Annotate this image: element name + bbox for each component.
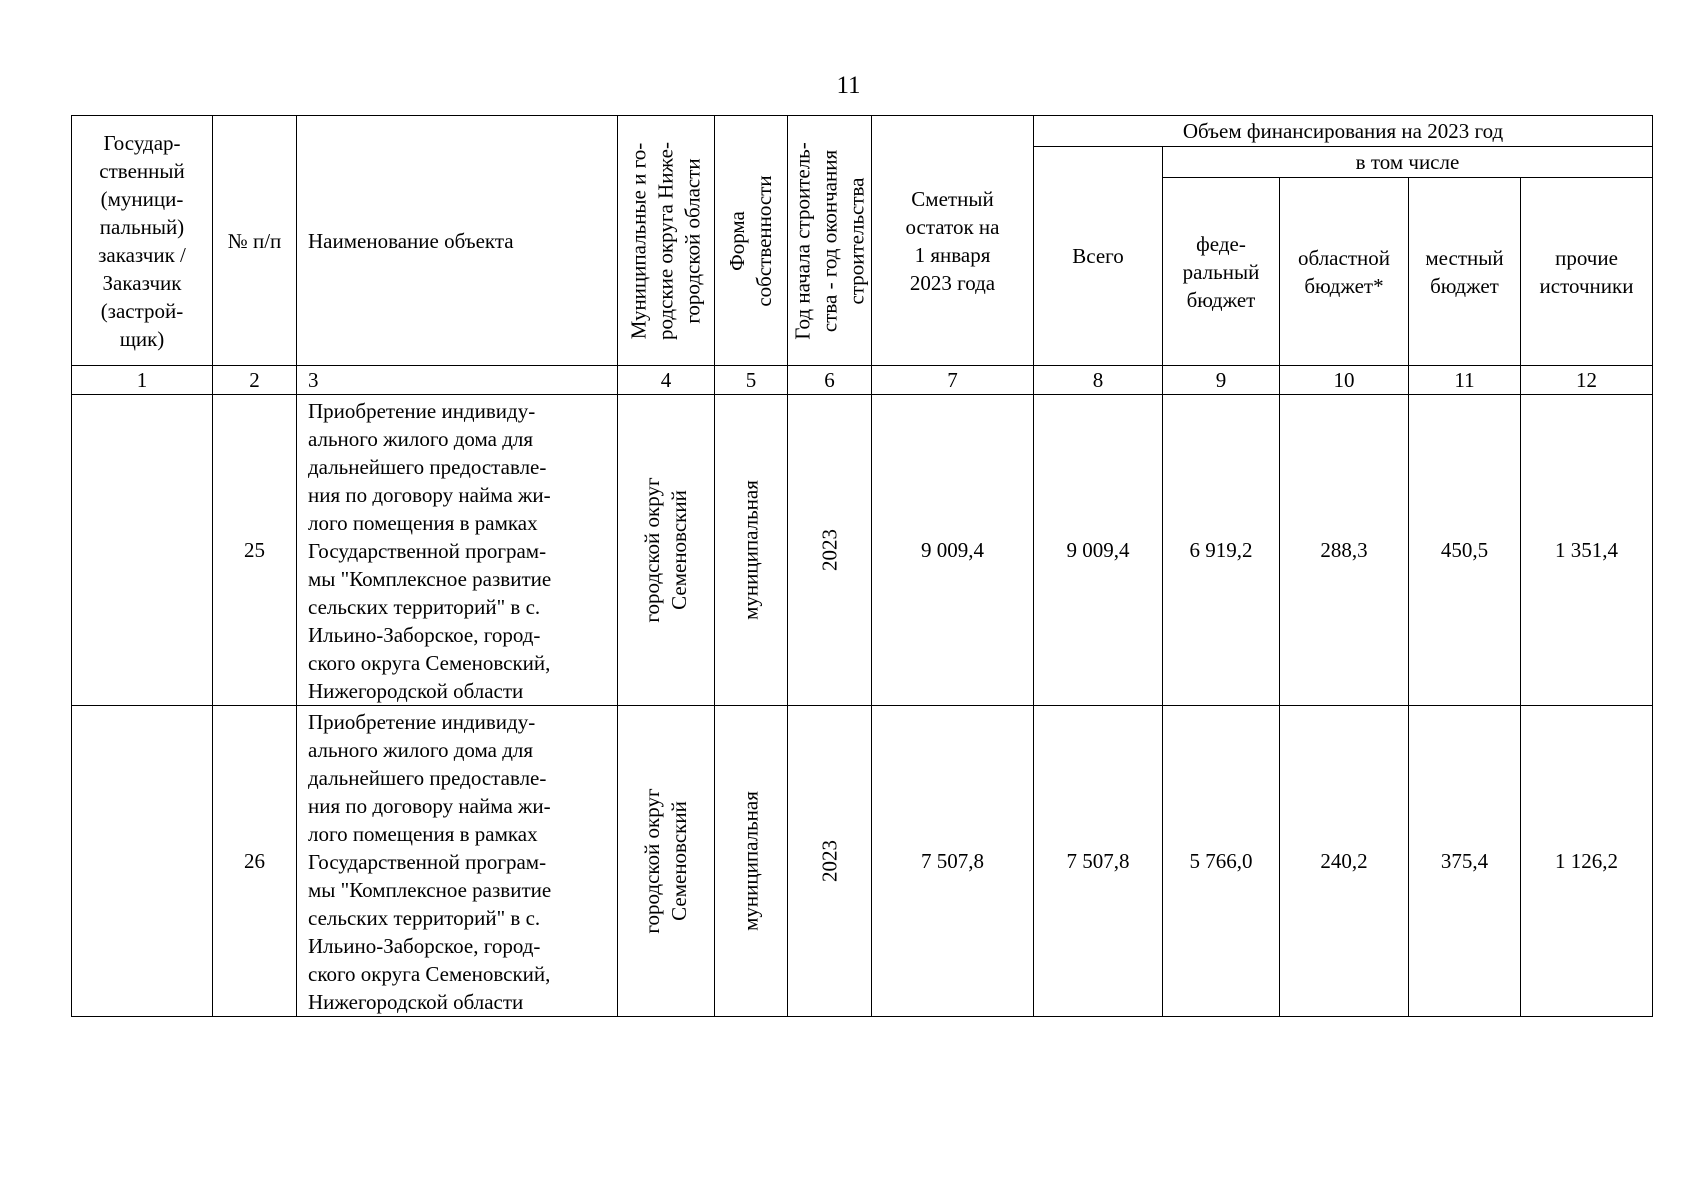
- column-number: 12: [1521, 366, 1653, 395]
- row-number-cell: 25: [213, 395, 297, 706]
- header-customer: [72, 116, 213, 366]
- column-number: 3: [297, 366, 618, 395]
- header-district: Муниципальные и го- родские округа Ниже- городской области: [618, 116, 715, 366]
- remaining-cell: 9 009,4: [872, 395, 1034, 706]
- customer-cell: [72, 706, 213, 1017]
- header-customer-text: Государ- ственный (муници- пальный) заказчик / Заказчик (застрой- щик): [98, 130, 186, 351]
- table-row: [72, 706, 1653, 1017]
- header-federal: феде- ральный бюджет: [1163, 178, 1280, 366]
- object-name-cell: Приобретение индивиду- ального жилого дома для дальнейшего предоставле- ния по договору найма жи- лого помещения в рамках Государственной програм- мы "Комплексное развитие сельских территорий" в с. Ильино-Заборское, город- ского округа Семеновский, Нижегородской области: [297, 706, 618, 1017]
- column-number: 5: [715, 366, 788, 395]
- federal-cell: 6 919,2: [1163, 395, 1280, 706]
- column-number: 8: [1034, 366, 1163, 395]
- ownership-cell: муниципальная: [715, 395, 788, 706]
- other-cell: 1 351,4: [1521, 395, 1653, 706]
- total-cell: 9 009,4: [1034, 395, 1163, 706]
- column-number: 4: [618, 366, 715, 395]
- header-object-name: Наименование объекта: [297, 116, 618, 366]
- column-number: 10: [1280, 366, 1409, 395]
- header-other: прочие источники: [1521, 178, 1653, 366]
- district-cell: городской округ Семеновский: [618, 706, 715, 1017]
- table-row: [72, 395, 1653, 706]
- years-cell: 2023: [788, 395, 872, 706]
- column-number: 2: [213, 366, 297, 395]
- column-number: 1: [72, 366, 213, 395]
- page-number: 11: [836, 72, 861, 99]
- remaining-cell: 7 507,8: [872, 706, 1034, 1017]
- header-remaining: Сметный остаток на 1 января 2023 года: [872, 116, 1034, 366]
- header-local: местный бюджет: [1409, 178, 1521, 366]
- other-cell: 1 126,2: [1521, 706, 1653, 1017]
- district-cell: городской округ Семеновский: [618, 395, 715, 706]
- object-name-cell: Приобретение индивиду- ального жилого дома для дальнейшего предоставле- ния по договору найма жи- лого помещения в рамках Государственной програм- мы "Комплексное развитие сельских территорий" в с. Ильино-Заборское, город- ского округа Семеновский, Нижегородской области: [297, 395, 618, 706]
- regional-cell: 240,2: [1280, 706, 1409, 1017]
- federal-cell: 5 766,0: [1163, 706, 1280, 1017]
- regional-cell: 288,3: [1280, 395, 1409, 706]
- header-including: в том числе: [1163, 147, 1653, 178]
- years-cell: 2023: [788, 706, 872, 1017]
- header-total: Всего: [1034, 147, 1163, 366]
- row-number-cell: 26: [213, 706, 297, 1017]
- header-years: Год начала строитель- ства - год окончания строительства: [788, 116, 872, 366]
- header-financing: Объем финансирования на 2023 год: [1034, 116, 1653, 147]
- local-cell: 375,4: [1409, 706, 1521, 1017]
- column-number: 9: [1163, 366, 1280, 395]
- customer-cell: [72, 395, 213, 706]
- column-numbers-row: [72, 366, 1653, 395]
- local-cell: 450,5: [1409, 395, 1521, 706]
- header-regional: областной бюджет*: [1280, 178, 1409, 366]
- header-ownership: Форма собственности: [715, 116, 788, 366]
- header-number: № п/п: [213, 116, 297, 366]
- column-number: 7: [872, 366, 1034, 395]
- ownership-cell: муниципальная: [715, 706, 788, 1017]
- investment-table: [71, 115, 1653, 1017]
- total-cell: 7 507,8: [1034, 706, 1163, 1017]
- column-number: 6: [788, 366, 872, 395]
- column-number: 11: [1409, 366, 1521, 395]
